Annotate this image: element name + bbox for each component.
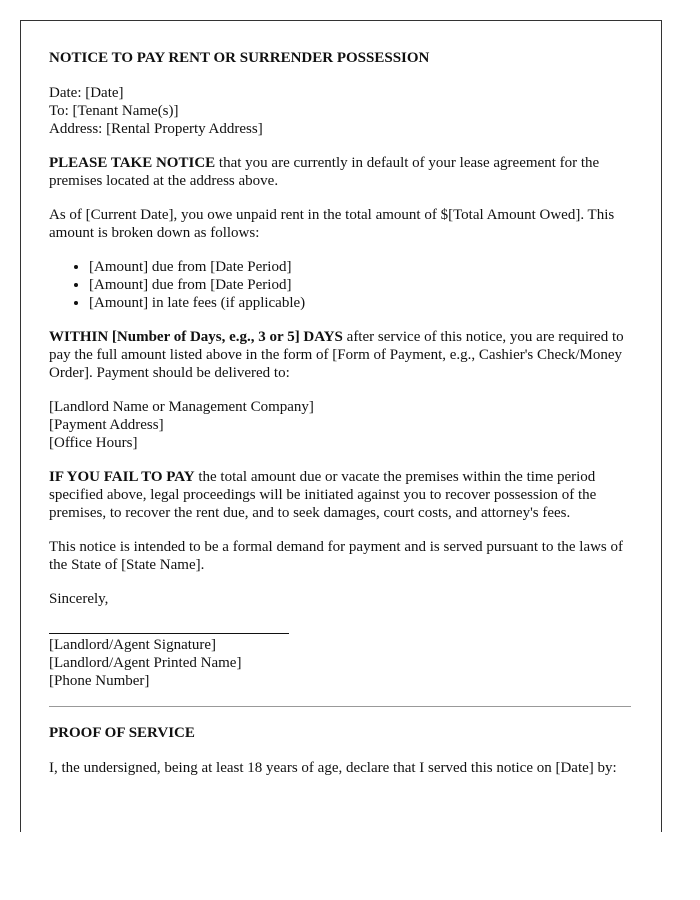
within-text: after service of this notice, you are required to pay the full amount listed above in the form of [Form of Payment, e.g., Cashier's Check/Money Order]. Payment should be delivered to: xyxy=(49,329,624,381)
fail-bold: IF YOU FAIL TO PAY xyxy=(49,469,195,485)
fail-text: the total amount due or vacate the premises within the time period specified above, legal proceedings will be initiated against you to recover possession of the premises, to recover the rent due, and to seek damages, court costs, and attorney's fees. xyxy=(49,469,597,521)
amount-paragraph: As of [Current Date], you owe unpaid rent in the total amount of $[Total Amount Owed]. This amount is broken down as follows: xyxy=(49,207,615,241)
proof-paragraph: I, the undersigned, being at least 18 years of age, declare that I served this notice on [Date] by: xyxy=(49,760,617,776)
closing: Sincerely, xyxy=(49,591,109,607)
notice-bold: PLEASE TAKE NOTICE xyxy=(49,155,216,171)
date-line: Date: [Date] xyxy=(49,85,124,101)
notice-paragraph xyxy=(49,154,631,190)
list-item: • [Amount] due from [Date Period] xyxy=(89,276,631,294)
payee-line: [Landlord Name or Management Company] xyxy=(49,399,314,415)
signature-block xyxy=(49,636,631,690)
office-hours-line: [Office Hours] xyxy=(49,435,138,451)
phone-label: [Phone Number] xyxy=(49,673,150,689)
address-line: Address: [Rental Property Address] xyxy=(49,121,263,137)
notice-text: that you are currently in default of your lease agreement for the premises located at the address above. xyxy=(49,155,600,189)
breakdown-list xyxy=(49,258,631,312)
proof-heading: PROOF OF SERVICE xyxy=(49,725,195,741)
printed-name-label: [Landlord/Agent Printed Name] xyxy=(49,655,242,671)
section-divider xyxy=(49,706,631,707)
fail-paragraph xyxy=(49,468,631,522)
signature-line xyxy=(49,621,289,634)
document-title: NOTICE TO PAY RENT OR SURRENDER POSSESSION xyxy=(49,50,430,66)
to-line: To: [Tenant Name(s)] xyxy=(49,103,179,119)
payment-to-block xyxy=(49,398,631,452)
within-paragraph xyxy=(49,328,631,382)
payment-address-line: [Payment Address] xyxy=(49,417,164,433)
list-item: • [Amount] in late fees (if applicable) xyxy=(89,294,631,312)
header-block xyxy=(49,84,631,138)
formal-demand-paragraph: This notice is intended to be a formal demand for payment and is served pursuant to the laws of the State of [State Name]. xyxy=(49,539,624,573)
list-item: • [Amount] due from [Date Period] xyxy=(89,258,631,276)
notice-document xyxy=(20,20,662,832)
within-bold: WITHIN [Number of Days, e.g., 3 or 5] DAYS xyxy=(49,329,343,345)
signature-label: [Landlord/Agent Signature] xyxy=(49,637,217,653)
